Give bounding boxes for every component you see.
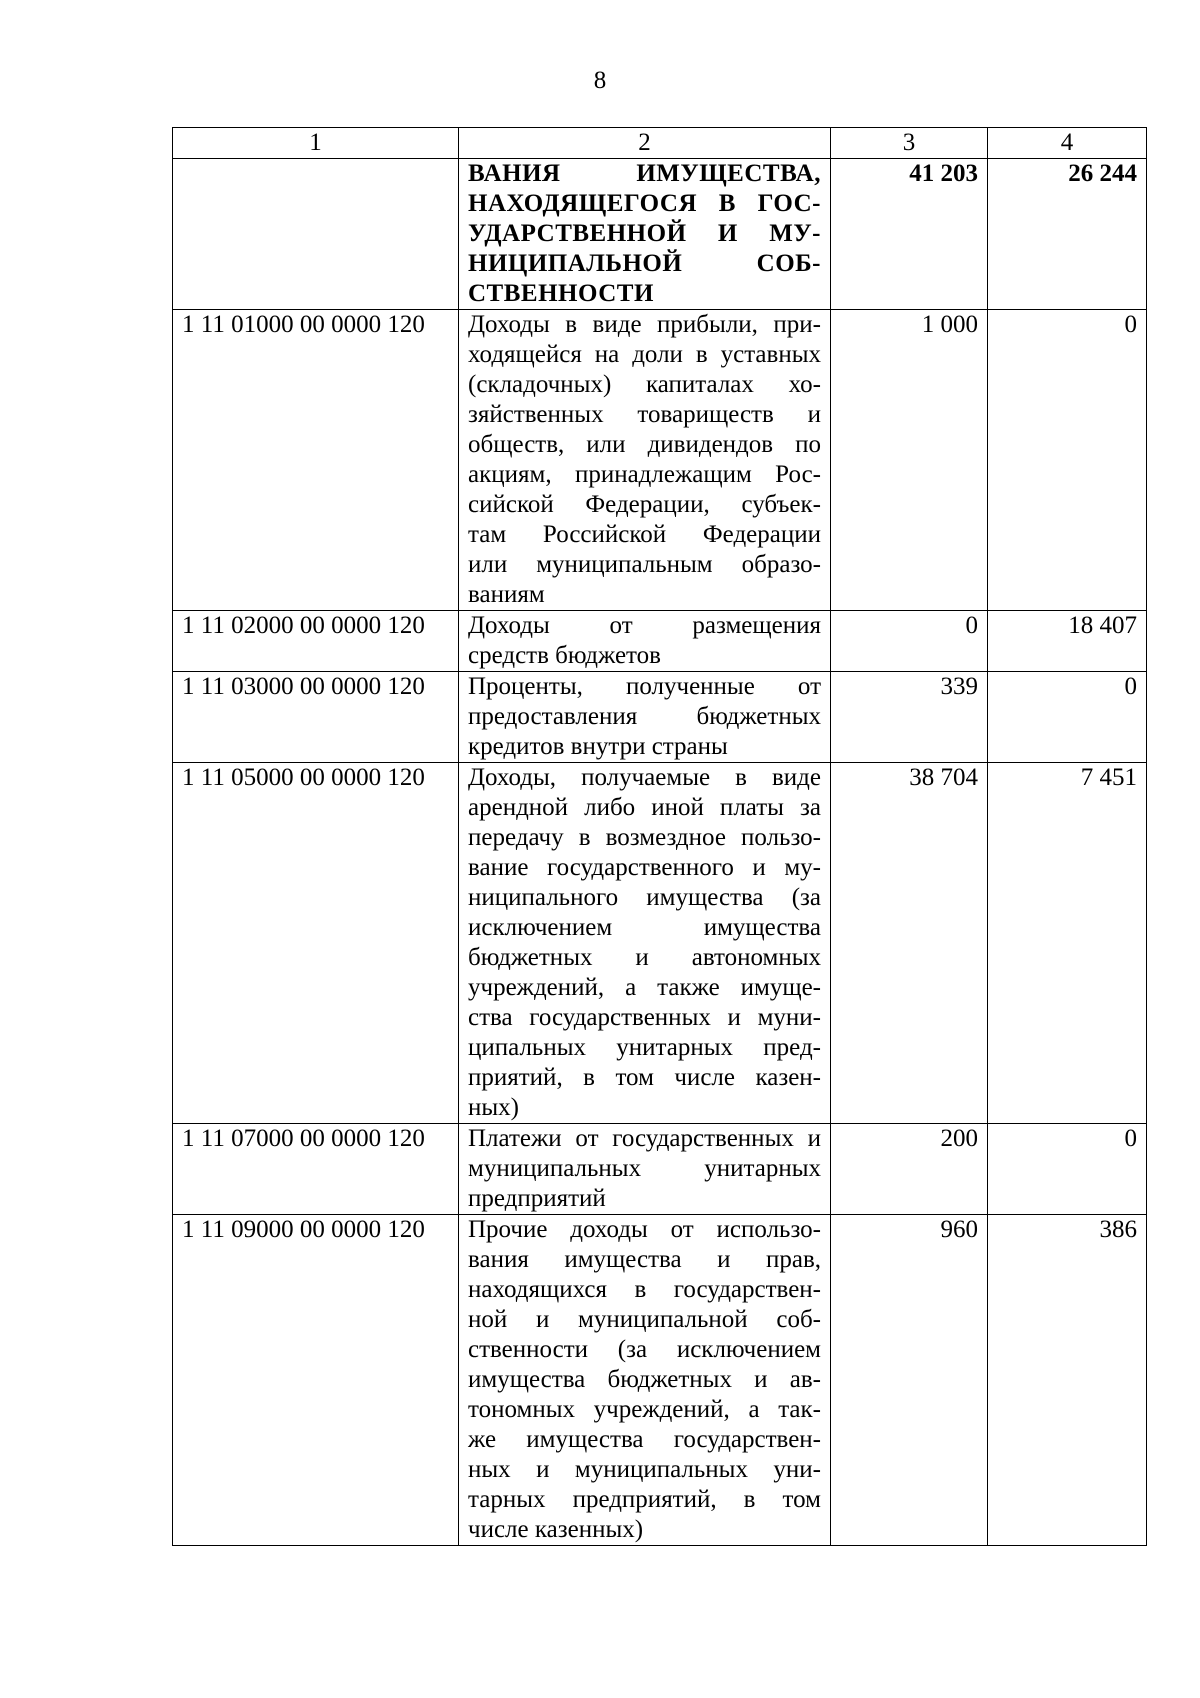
revenue-name-line: бюджетных и автономных [468,944,821,971]
budget-code-cell [173,159,459,310]
column-3-value: 41 203 [831,159,988,310]
budget-code-cell: 1 11 09000 00 0000 120 [173,1215,459,1546]
revenue-name-line: Платежи от государственных и [468,1125,821,1152]
revenue-name-line: предоставления бюджетных [468,703,821,730]
revenue-name-line: НАХОДЯЩЕГОСЯ В ГОС- [468,190,821,217]
table-row [173,310,1147,611]
revenue-name-line: приятий, в том числе казен- [468,1064,821,1091]
column-3-value: 38 704 [831,763,988,1124]
revenue-name-line: вания имущества и прав, [468,1246,821,1273]
revenue-name-line: муниципальных унитарных [468,1155,821,1182]
revenue-name-line: НИЦИПАЛЬНОЙ СОБ- [468,250,821,277]
revenue-name-line: арендной либо иной платы за [468,794,821,821]
revenue-name-line: ства государственных и муни- [468,1004,821,1031]
revenue-name-line: акциям, принадлежащим Рос- [468,461,821,488]
revenue-name-line: ных и муниципальных уни- [468,1456,821,1483]
column-4-value: 0 [988,672,1147,763]
revenue-name-line: ственности (за исключением [468,1336,821,1363]
revenue-name-line: (складочных) капиталах хо- [468,371,821,398]
revenue-name-line: там Российской Федерации [468,521,821,548]
column-number-4: 4 [988,128,1147,159]
table-row [173,159,1147,310]
revenue-name-line: ВАНИЯ ИМУЩЕСТВА, [468,160,821,187]
revenue-name-cell [459,1215,831,1546]
revenue-name-line: ниципального имущества (за [468,884,821,911]
revenue-name-line: вание государственного и му- [468,854,821,881]
revenue-name-line: сийской Федерации, субъек- [468,491,821,518]
revenue-name-line: находящихся в государствен- [468,1276,821,1303]
column-4-value: 7 451 [988,763,1147,1124]
table-row [173,611,1147,672]
revenue-name-line: Прочие доходы от использо- [468,1216,821,1243]
revenue-name-line: Доходы от размещения [468,612,821,639]
revenue-name-line: предприятий [468,1185,606,1212]
column-4-value: 18 407 [988,611,1147,672]
revenue-name-line: зяйственных товариществ и [468,401,821,428]
column-4-value: 0 [988,1124,1147,1215]
revenue-name-line: ваниям [468,581,545,608]
table-row [173,1124,1147,1215]
revenue-name-line: кредитов внутри страны [468,733,728,760]
revenue-name-line: средств бюджетов [468,642,661,669]
column-number-1: 1 [173,128,459,159]
revenue-name-line: имущества бюджетных и ав- [468,1366,821,1393]
table-row [173,763,1147,1124]
column-4-value: 26 244 [988,159,1147,310]
column-number-row [173,128,1147,159]
revenue-name-line: учреждений, а также имуще- [468,974,821,1001]
page-number: 8 [593,67,607,94]
revenue-name-line: числе казенных) [468,1516,644,1543]
table-row [173,672,1147,763]
budget-code-cell: 1 11 05000 00 0000 120 [173,763,459,1124]
revenue-name-line: ходящейся на доли в уставных [468,341,821,368]
budget-code-cell: 1 11 03000 00 0000 120 [173,672,459,763]
column-3-value: 339 [831,672,988,763]
column-3-value: 0 [831,611,988,672]
revenue-name-line: ных) [468,1094,520,1121]
revenue-name-line: тарных предприятий, в том [468,1486,821,1513]
revenue-name-line: УДАРСТВЕННОЙ И МУ- [468,220,821,247]
column-3-value: 200 [831,1124,988,1215]
revenue-name-cell [459,611,831,672]
revenue-name-cell [459,1124,831,1215]
column-number-2: 2 [459,128,831,159]
revenue-name-line: ципальных унитарных пред- [468,1034,821,1061]
budget-code-cell: 1 11 02000 00 0000 120 [173,611,459,672]
column-4-value: 0 [988,310,1147,611]
revenue-name-line: Доходы, получаемые в виде [468,764,821,791]
revenue-table [172,127,1147,1546]
revenue-name-cell [459,763,831,1124]
column-3-value: 960 [831,1215,988,1546]
revenue-name-cell [459,672,831,763]
revenue-name-line: тономных учреждений, а так- [468,1396,821,1423]
column-3-value: 1 000 [831,310,988,611]
revenue-name-line: исключением имущества [468,914,821,941]
revenue-name-line: передачу в возмездное пользо- [468,824,821,851]
revenue-name-line: обществ, или дивидендов по [468,431,821,458]
column-4-value: 386 [988,1215,1147,1546]
budget-code-cell: 1 11 01000 00 0000 120 [173,310,459,611]
revenue-name-line: СТВЕННОСТИ [468,280,654,307]
revenue-name-line: или муниципальным образо- [468,551,821,578]
budget-code-cell: 1 11 07000 00 0000 120 [173,1124,459,1215]
revenue-name-cell [459,159,831,310]
table-row [173,1215,1147,1546]
revenue-name-line: Проценты, полученные от [468,673,821,700]
revenue-name-line: Доходы в виде прибыли, при- [468,311,821,338]
revenue-name-line: ной и муниципальной соб- [468,1306,821,1333]
column-number-3: 3 [831,128,988,159]
revenue-name-cell [459,310,831,611]
revenue-name-line: же имущества государствен- [468,1426,821,1453]
